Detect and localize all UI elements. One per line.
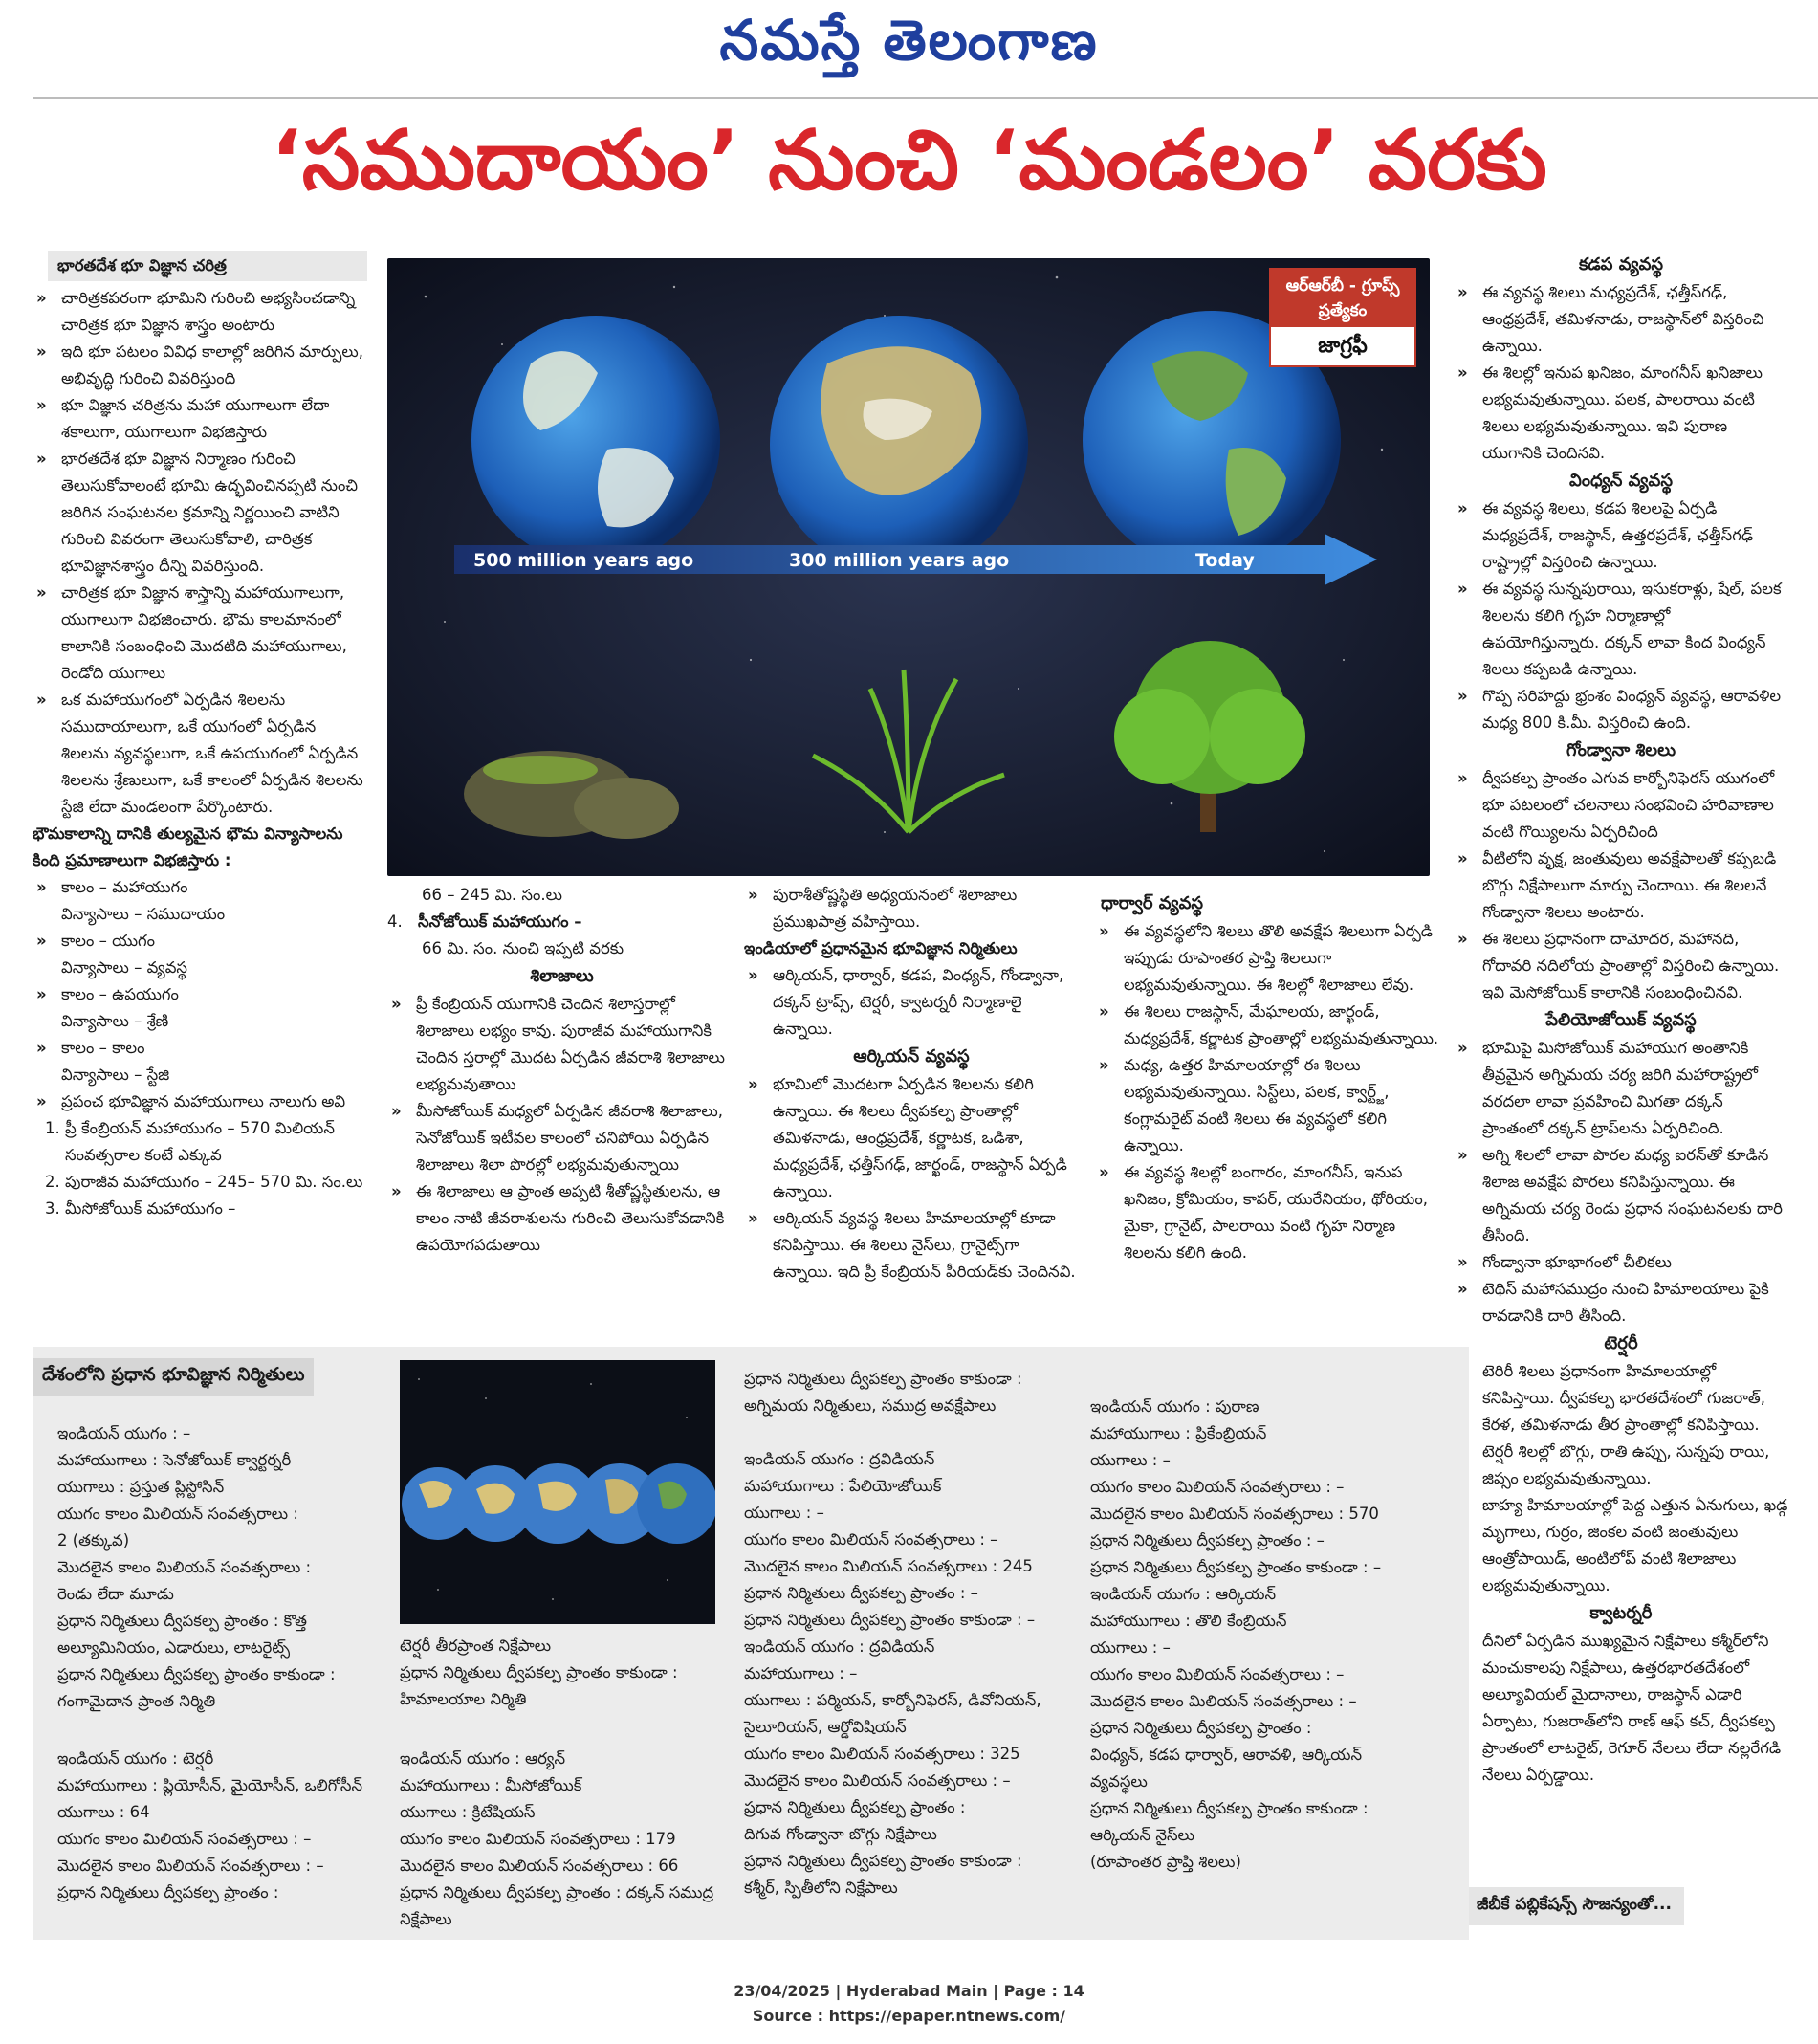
era-item: 3. మీసోజోయిక్ మహాయుగం – — [65, 1196, 367, 1222]
structure-line: రెండు లేదా మూడు — [57, 1585, 174, 1603]
structure-line — [744, 1419, 1074, 1446]
era-list — [33, 1115, 367, 1222]
left-bullet: » భూ విజ్ఞాన చరిత్రను మహా యుగాలుగా లేదా శకాలుగా, యుగాలుగా విభజిస్తారు — [33, 392, 367, 446]
bottom-col-4 — [1090, 1394, 1420, 1876]
structure-line: ఇండియన్ యుగం : ఆర్కియన్ — [1090, 1585, 1277, 1603]
gondwana-heading: గోండ్వానా శిలలు — [1566, 740, 1676, 760]
archean-bullet: » భూమిలో మొదటగా ఏర్పడిన శిలలను కలిగి ఉన్నాయి. ఈ శిలలు ద్వీపకల్ప ప్రాంతాల్లో తమిళనాడు, ఆంధ్రప్రదేశ్, కర్ణాటక, ఒడిశా, మధ్యప్రదేశ్, ఛత్తీస్‌గఢ్, జార్ఖండ్, రాజస్థాన్ ఏర్పడి ఉన్నాయి. — [744, 1071, 1079, 1205]
structure-line: ప్రధాన నిర్మితులు ద్వీపకల్ప ప్రాంతం : – — [744, 1584, 978, 1602]
gondwana-bullet: » ఈ శిలలు ప్రధానంగా దామోదర, మహానది, గోదావరి నదిలోయ ప్రాంతాల్లో విస్తరించి ఉన్నాయి. ఇవి మెసోజోయిక్ కాలానికి సంబంధించినవి. — [1454, 926, 1788, 1006]
rrb-groups-badge — [1269, 268, 1416, 367]
bottom-col-2b — [400, 1746, 730, 1933]
left-bullet: » భారతదేశ భూ విజ్ఞాన నిర్మాణం గురించి తెలుసుకోవాలంటే భూమి ఉద్భవించినప్పటి నుంచి జరిగిన సంఘటనల క్రమాన్ని నిర్ణయించి వాటిని గురించి వివరంగా తెలుసుకోవాలి, చారిత్రక భూవిజ్ఞానశాస్త్రం దీన్ని వివరిస్తుంది. — [33, 446, 367, 580]
fossil-bullet: » మీసోజోయిక్ మధ్యలో ఏర్పడిన జీవరాశి శిలాజాలు, సెనోజోయిక్ ఇటీవల కాలంలో చనిపోయి ఏర్పడిన శిలాజాలు శిలా పొరల్లో లభ్యమవుతున్నాయి — [387, 1098, 736, 1178]
bhouma-heading: భౌమకాలాన్ని దానికి తుల్యమైన భౌమ విన్యాసాలను కింది ప్రమాణాలుగా విభజిస్తారు : — [33, 824, 343, 869]
right-column — [1454, 251, 1788, 1789]
masthead-logo: నమస్తే తెలంగాణ — [719, 8, 1099, 73]
structures-heading: దేశంలోని ప్రధాన భూవిజ్ఞాన నిర్మితులు — [33, 1358, 314, 1396]
structure-line: ఇండియన్ యుగం : పురాణ — [1090, 1397, 1259, 1416]
structure-line: గంగామైదాన ప్రాంత నిర్మితి — [57, 1692, 216, 1710]
gondwana-list — [1454, 765, 1788, 1006]
structure-line: ఇండియన్ యుగం : ఆర్యన్ — [400, 1749, 566, 1768]
column-3 — [744, 882, 1079, 1286]
globes-strip-illustration — [400, 1360, 715, 1624]
kadapa-heading: కడప వ్యవస్థ — [1578, 254, 1664, 275]
structure-line: ప్రధాన నిర్మితులు ద్వీపకల్ప ప్రాంతం కాకుండా : — [744, 1852, 1022, 1870]
structure-line: ప్రధాన నిర్మితులు ద్వీపకల్ప ప్రాంతం కాకుండా : — [744, 1370, 1022, 1388]
paleozoic-list — [1454, 1035, 1788, 1330]
structure-line: టెర్షరీ తీరప్రాంత నిక్షేపాలు — [400, 1637, 552, 1655]
era4-text: సీనోజోయిక్ మహాయుగం – — [418, 912, 582, 931]
dharwar-heading: ధార్వార్ వ్యవస్థ — [1101, 893, 1204, 913]
structure-line: దిగువ గోండ్వానా బొగ్గు నిక్షేపాలు — [744, 1825, 937, 1843]
structure-line: యుగం కాలం మిలియన్ సంవత్సరాలు : 325 — [744, 1745, 1020, 1763]
dharwar-bullet: » ఈ వ్యవస్థ శిలల్లో బంగారం, మాంగనీస్, ఇనుప ఖనిజం, క్రోమియం, కాపర్, యురేనియం, థోరియం, మైకా, గ్రానైట్, పాలరాయి వంటి గృహ నిర్మాణ శిలలను కలిగి ఉంది. — [1095, 1159, 1439, 1266]
bottom-col-2 — [400, 1633, 730, 1713]
structure-line: ప్రధాన నిర్మితులు ద్వీపకల్ప ప్రాంతం : — [744, 1798, 966, 1816]
structure-line: ఇండియన్ యుగం : ద్రవిడియన్ — [744, 1450, 935, 1468]
dharwar-bullet: » ఈ శిలలు రాజస్థాన్, మేఘాలయ, జార్ఖండ్, మధ్యప్రదేశ్, కర్ణాటక ప్రాంతాల్లో లభ్యమవుతున్నాయి. — [1095, 999, 1439, 1052]
structure-line: మహాయుగాలు : ప్రికేంబ్రియన్ — [1090, 1424, 1267, 1442]
structure-line: యుగం కాలం మిలియన్ సంవత్సరాలు : – — [744, 1530, 998, 1549]
structure-line: ప్రధాన నిర్మితులు ద్వీపకల్ప ప్రాంతం : – — [1090, 1531, 1325, 1549]
structure-line: యుగం కాలం మిలియన్ సంవత్సరాలు : — [57, 1505, 298, 1523]
tertiary-bullet: » టెర్షరీ శిలల్లో బొగ్గు, రాతి ఉప్పు, సున్నపు రాయి, జిప్సం లభ్యమవుతున్నాయి. — [1454, 1439, 1788, 1492]
structure-line: యుగం కాలం మిలియన్ సంవత్సరాలు : – — [1090, 1665, 1345, 1683]
structure-line: కశ్మీర్, స్పితీలోని నిక్షేపాలు — [744, 1879, 898, 1897]
vindhyan-bullet: » గొప్ప సరిహద్దు భ్రంశం వింధ్యన్ వ్యవస్థ, ఆరావళిల మధ్య 800 కి.మీ. విస్తరించి ఉంది. — [1454, 683, 1788, 736]
structure-line: మొదలైన కాలం మిలియన్ సంవత్సరాలు : 570 — [1090, 1505, 1379, 1523]
globes-strip-image — [400, 1360, 715, 1624]
structure-line: హిమాలయాల నిర్మితి — [400, 1690, 527, 1708]
structure-line: ప్రధాన నిర్మితులు ద్వీపకల్ప ప్రాంతం : — [1090, 1719, 1312, 1737]
structure-line: (రూపాంతర ప్రాప్తి శిలలు) — [1090, 1853, 1241, 1871]
paleozoic-heading: పేలియోజోయిక్ వ్యవస్థ — [1545, 1010, 1697, 1030]
left-bullet: » చారిత్రక భూ విజ్ఞాన శాస్త్రాన్ని మహాయుగాలుగా, యుగాలుగా విభజించారు. భౌమ కాలమానంలో కాలానికి సంబంధించి మొదటిది మహాయుగాలు, రెండోది యుగాలు — [33, 580, 367, 687]
structure-line: మొదలైన కాలం మిలియన్ సంవత్సరాలు : — [57, 1558, 312, 1576]
paleozoic-bullet: » గోండ్వానా భూభాగంలో చీలికలు — [1454, 1249, 1788, 1276]
structure-line: మొదలైన కాలం మిలియన్ సంవత్సరాలు : 245 — [744, 1557, 1033, 1575]
kadapa-bullet: » ఈ వ్యవస్థ శిలలు మధ్యప్రదేశ్, ఛత్తీస్‌గఢ్, ఆంధ్రప్రదేశ్, తమిళనాడు, రాజస్థాన్‌లో విస్తరించి ఉన్నాయి. — [1454, 279, 1788, 360]
credit-caption: జీబీకే పబ్లికేషన్స్ సౌజన్యంతో... — [1464, 1887, 1684, 1925]
vindhyan-bullet: » ఈ వ్యవస్థ శిలలు, కడప శిలలపై ఏర్పడి మధ్యప్రదేశ్, రాజస్థాన్, ఉత్తరప్రదేశ్, ఛత్తీస్‌గఢ్ రాష్ట్రాల్లో విస్తరించి ఉన్నాయి. — [1454, 495, 1788, 576]
structure-line: మహాయుగాలు : సెనోజోయిక్ క్వార్టర్నరీ — [57, 1451, 292, 1469]
dharwar-bullet: » మధ్య, ఉత్తర హిమాలయాల్లో ఈ శిలలు లభ్యమవుతున్నాయి. సిస్ట్‌లు, పలక, క్వార్ట్జ్, కంగ్లామరైట్ వంటి శిలలు ఈ వ్యవస్థలో కలిగి ఉన్నాయి. — [1095, 1052, 1439, 1159]
fossils-heading: శిలాజాలు — [530, 966, 594, 986]
structure-line: యుగాలు : పర్మియన్, కార్బోనిఫెరస్, డివోనియన్, సైలూరియన్, ఆర్డోవిషియన్ — [744, 1691, 1041, 1736]
period-pair: » కాలం – ఉపయుగం విన్యాసాలు – శ్రేణి — [33, 981, 367, 1035]
globe-500-icon — [471, 316, 720, 564]
structure-line: ప్రధాన నిర్మితులు ద్వీపకల్ప ప్రాంతం కాకుండా : — [400, 1663, 678, 1681]
badge-line2: జాగ్రఫీ — [1318, 334, 1368, 358]
era4-value: 66 మి. సం. నుంచి ఇప్పటి వరకు — [422, 939, 624, 957]
page-headline: ‘సముదాయం’ నుంచి ‘మండలం’ వరకు — [271, 113, 1547, 209]
kadapa-list — [1454, 279, 1788, 467]
structure-line: మహాయుగాలు : – — [744, 1664, 858, 1682]
period-pair-list — [33, 874, 367, 1088]
period-pair: » కాలం – మహాయుగం విన్యాసాలు – సముదాయం — [33, 874, 367, 928]
vindhyan-heading: వింధ్యన్ వ్యవస్థ — [1569, 471, 1673, 491]
left-bullet-list — [33, 285, 367, 821]
quaternary-text: » దీనిలో ఏర్పడిన ముఖ్యమైన నిక్షేపాలు కశ్మీర్‌లోని మంచుకాలపు నిక్షేపాలు, ఉత్తరభారతదేశంలో అల్యూవియల్ మైదానాలు, రాజస్థాన్ ఎడారి ఏర్పాటు, గుజరాత్‌లోని రాణ్ ఆఫ్ కచ్, ద్వీపకల్ప ప్రాంతంలో లాటరైట్, రెగూర్ నేలలు లేదా నల్లరేగడి నేలలు ఏర్పడ్డాయి. — [1454, 1628, 1788, 1789]
tertiary-bullet: » బాహ్య హిమాలయాల్లో పెద్ద ఎత్తున ఏనుగులు, ఖడ్గ మృగాలు, గుర్రం, జింకల వంటి జంతువులు ఆంత్రోపాయిడ్, అంటిలోప్ వంటి శిలాజాలు లభ్యమవుతున్నాయి. — [1454, 1492, 1788, 1599]
structure-line: ప్రధాన నిర్మితులు ద్వీపకల్ప ప్రాంతం కాకుండా : — [1090, 1799, 1369, 1817]
structure-line: యుగాలు : 64 — [57, 1803, 150, 1821]
earth-evolution-image — [387, 258, 1430, 876]
era4-label: 4. సీనోజోయిక్ మహాయుగం – — [387, 912, 582, 931]
india-structures-heading: ఇండియాలో ప్రధానమైన భూవిజ్ఞాన నిర్మితులు — [744, 939, 1018, 957]
globe-300-icon — [770, 316, 1028, 574]
structure-line: మహాయుగాలు : తొలి కేంబ్రియన్ — [1090, 1612, 1287, 1630]
era3-value: 66 – 245 మి. సం.లు — [422, 886, 563, 904]
structure-line: యుగం కాలం మిలియన్ సంవత్సరాలు : 179 — [400, 1830, 676, 1848]
structure-line: ఇండియన్ యుగం : – — [57, 1424, 191, 1442]
quaternary-heading: క్వాటర్నరీ — [1589, 1603, 1653, 1623]
structure-line: ఇండియన్ యుగం : టెర్షరీ — [57, 1749, 214, 1768]
gondwana-bullet: » వీటిలోని వృక్ష, జంతువులు అవక్షేపాలతో కప్పబడి బొగ్గు నిక్షేపాలుగా మార్పు చెందాయి. ఈ శిలలనే గోండ్వానా శిలలు అంటారు. — [1454, 846, 1788, 926]
dharwar-list — [1095, 918, 1439, 1266]
label-500: 500 million years ago — [473, 550, 694, 571]
left-section-heading: భారతదేశ భూ విజ్ఞాన చరిత్ర — [48, 251, 367, 281]
paleozoic-bullet: » భూమిపై మిసోజోయిక్ మహాయుగ అంతానికి తీవ్రమైన అగ్నిమయ చర్య జరిగి మహారాష్ట్రలో వరదలా లావా ప్రవహించి మిగతా దక్కన్ ప్రాంతంలో దక్కన్ ట్రాప్‌లను ఏర్పరిచింది. — [1454, 1035, 1788, 1142]
fossil-bullet: » ప్రీ కేంబ్రియన్ యుగానికి చెందిన శిలాస్తరాల్లో శిలాజాలు లభ్యం కావు. పురాజీవ మహాయుగానికి చెందిన స్తరాల్లో మొదట ఏర్పడిన జీవరాశి శిలాజాలు లభ్యమవుతాయి — [387, 991, 736, 1098]
era-item: 2. పురాజీవ మహాయుగం – 245– 570 మి. సం.లు — [65, 1169, 367, 1196]
label-300: 300 million years ago — [789, 550, 1010, 571]
vindhyan-bullet: » ఈ వ్యవస్థ సున్నపురాయి, ఇసుకరాళ్లు, షేల్, పలక శిలలను కలిగి గృహ నిర్మాణాల్లో ఉపయోగిస్తున్నారు. దక్కన్ లావా కింద వింధ్యన్ శిలలు కప్పబడి ఉన్నాయి. — [1454, 576, 1788, 683]
archean-bullet: » ఆర్కియన్ వ్యవస్థ శిలలు హిమాలయాల్లో కూడా కనిపిస్తాయి. ఈ శిలలు నైస్‌లు, గ్రానైట్స్‌గా ఉన్నాయి. ఇది ప్రీ కేంబ్రియన్ పీరియడ్‌కు చెందినవి. — [744, 1205, 1079, 1286]
label-today: Today — [1195, 550, 1255, 571]
structure-line: మొదలైన కాలం మిలియన్ సంవత్సరాలు : – — [1090, 1692, 1357, 1710]
structure-line: యుగం కాలం మిలియన్ సంవత్సరాలు : – — [1090, 1478, 1345, 1496]
structure-line: యుగాలు : – — [744, 1504, 824, 1522]
kadapa-bullet: » ఈ శిలల్లో ఇనుప ఖనిజం, మాంగనీస్ ఖనిజాలు లభ్యమవుతున్నాయి. పలక, పాలరాయి వంటి శిలలు లభ్యమవుతున్నాయి. ఇవి పురాణ యుగానికి చెందినవి. — [1454, 360, 1788, 467]
world-eras-line: » ప్రపంచ భూవిజ్ఞాన మహాయుగాలు నాలుగు అవి — [33, 1088, 367, 1115]
structure-line: మహాయుగాలు : ప్లియోసీన్, మైయోసీన్, ఒలిగోసీన్ — [57, 1776, 363, 1794]
column-4 — [1095, 890, 1439, 1266]
structure-line: యుగాలు : – — [1090, 1451, 1171, 1469]
paleo-climate-bullet: » పురాశీతోష్ణస్థితి అధ్యయనంలో శిలాజాలు ప్రముఖపాత్ర వహిస్తాయి. — [744, 882, 1079, 935]
structure-line: ప్రధాన నిర్మితులు ద్వీపకల్ప ప్రాంతం : దక్కన్ సముద్ర నిక్షేపాలు — [400, 1883, 714, 1928]
paleozoic-bullet: » అగ్ని శిలలో లావా పొరల మధ్య ఐరన్‌తో కూడిన శిలాజ అవక్షేప పొరలు కనిపిస్తున్నాయి. ఈ అగ్నిమయ చర్య రెండు ప్రధాన సంఘటనలకు దారి తీసింది. — [1454, 1142, 1788, 1249]
bottom-col-3 — [744, 1366, 1074, 1901]
left-bullet: » ఒక మహాయుగంలో ఏర్పడిన శిలలను సముదాయాలుగా, ఒకే యుగంలో ఏర్పడిన శిలలను వ్యవస్థలుగా, ఒకే ఉపయుగంలో ఏర్పడిన శిలలను శ్రేణులుగా, ఒకే కాలంలో ఏర్పడిన శిలలను స్టేజి లేదా మండలంగా పేర్కొంటారు. — [33, 687, 367, 821]
structure-line: మొదలైన కాలం మిలియన్ సంవత్సరాలు : – — [57, 1857, 324, 1875]
structure-line: మహాయుగాలు : పేలియోజోయిక్ — [744, 1477, 942, 1495]
tertiary-heading: టెర్షరీ — [1604, 1333, 1638, 1353]
structure-line: ప్రధాన నిర్మితులు ద్వీపకల్ప ప్రాంతం కాకుండా : — [57, 1665, 336, 1683]
structure-line: యుగం కాలం మిలియన్ సంవత్సరాలు : – — [57, 1830, 312, 1848]
structure-line: యుగాలు : ప్రస్తుత ప్లిస్టోసిన్ — [57, 1478, 225, 1496]
archean-heading: ఆర్కియన్ వ్యవస్థ — [853, 1046, 970, 1066]
archean-list — [744, 1071, 1079, 1286]
footer-source: Source : https://epaper.ntnews.com/ — [752, 2007, 1066, 2025]
period-pair: » కాలం – యుగం విన్యాసాలు – వ్యవస్థ — [33, 928, 367, 981]
left-bullet: » చారిత్రకపరంగా భూమిని గురించి అభ్యసించడాన్ని చారిత్రక భూ విజ్ఞాన శాస్త్రం అంటారు — [33, 285, 367, 339]
vindhyan-list — [1454, 495, 1788, 736]
structure-line: ఇండియన్ యుగం : ద్రవిడియన్ — [744, 1637, 935, 1656]
structure-line: 2 (తక్కువ) — [57, 1531, 130, 1549]
tertiary-list — [1454, 1358, 1788, 1599]
gondwana-bullet: » ద్వీపకల్ప ప్రాంతం ఎగువ కార్బోనిఫెరస్ యుగంలో భూ పటలంలో చలనాలు సంభవించి హరివాణాల వంటి గొయ్యిలను ఏర్పరిచింది — [1454, 765, 1788, 846]
footer-date: 23/04/2025 | Hyderabad Main | Page : 14 — [734, 1982, 1084, 2000]
fossil-bullet: » ఈ శిలాజాలు ఆ ప్రాంత అప్పటి శీతోష్ణస్థితులను, ఆ కాలం నాటి జీవరాశులను గురించి తెలుసుకోవడానికి ఉపయోగపడుతాయి — [387, 1178, 736, 1259]
structure-line: ఆర్కియన్ నైస్‌లు — [1090, 1826, 1194, 1844]
structure-line: ప్రధాన నిర్మితులు ద్వీపకల్ప ప్రాంతం కాకుండా : – — [1090, 1558, 1382, 1576]
structure-line: ప్రధాన నిర్మితులు ద్వీపకల్ప ప్రాంతం : — [57, 1883, 279, 1901]
structure-line: మహాయుగాలు : మీసోజోయిక్ — [400, 1776, 582, 1794]
india-structures-bullet: » ఆర్కియన్, ధార్వార్, కడప, వింధ్యన్, గోండ్వానా, దక్కన్ ట్రాప్స్, టెర్షరీ, క్వాటర్నరీ నిర్మాణాలై ఉన్నాయి. — [744, 962, 1079, 1043]
structure-line: యుగాలు : క్రిటేషియస్ — [400, 1803, 536, 1821]
masthead-divider — [33, 97, 1818, 99]
column-2 — [387, 882, 736, 1259]
badge-line1: ఆర్ఆర్‌బీ - గ్రూప్స్ ప్రత్యేకం — [1271, 270, 1414, 327]
era-item: 1. ప్రీ కేంబ్రియన్ మహాయుగం – 570 మిలియన్ సంవత్సరాల కంటే ఎక్కువ — [65, 1115, 367, 1169]
paleozoic-bullet: » టెథిస్ మహాసముద్రం నుంచి హిమాలయాలు పైకి రావడానికి దారి తీసింది. — [1454, 1276, 1788, 1330]
structure-line: మొదలైన కాలం మిలియన్ సంవత్సరాలు : – — [744, 1771, 1011, 1790]
structure-line: అగ్నిమయ నిర్మితులు, సముద్ర అవక్షేపాలు — [744, 1396, 997, 1415]
structure-line: వింధ్యన్, కడప ధార్వార్, ఆరావళి, ఆర్కియన్ వ్యవస్థలు — [1090, 1746, 1363, 1791]
structure-line: మొదలైన కాలం మిలియన్ సంవత్సరాలు : 66 — [400, 1857, 679, 1875]
structure-line: యుగాలు : – — [1090, 1638, 1171, 1657]
bottom-col-1 — [57, 1420, 387, 1715]
left-bullet: » ఇది భూ పటలం వివిధ కాలాల్లో జరిగిన మార్పులు, అభివృద్ధి గురించి వివరిస్తుంది — [33, 339, 367, 392]
period-pair: » కాలం – కాలం విన్యాసాలు – స్టేజి — [33, 1035, 367, 1088]
structure-line: ప్రధాన నిర్మితులు ద్వీపకల్ప ప్రాంతం : కొత్త అల్యూమినియం, ఎడారులు, లాటరైట్స్ — [57, 1612, 307, 1657]
dharwar-bullet: » ఈ వ్యవస్థలోని శిలలు తొలి అవక్షేప శిలలుగా ఏర్పడి ఇప్పుడు రూపాంతర ప్రాప్తి శిలలుగా లభ్యమవుతున్నాయి. ఈ శిలల్లో శిలాజాలు లేవు. — [1095, 918, 1439, 999]
tertiary-bullet: » టెరిరీ శిలలు ప్రధానంగా హిమాలయాల్లో కనిపిస్తాయి. ద్వీపకల్ప భారతదేశంలో గుజరాత్, కేరళ, తమిళనాడు తీర ప్రాంతాల్లో కనిపిస్తాయి. — [1454, 1358, 1788, 1439]
left-column — [33, 251, 367, 1222]
fossils-list — [387, 991, 736, 1259]
bottom-col-1b — [57, 1746, 387, 1906]
structure-line: ప్రధాన నిర్మితులు ద్వీపకల్ప ప్రాంతం కాకుండా : – — [744, 1611, 1036, 1629]
